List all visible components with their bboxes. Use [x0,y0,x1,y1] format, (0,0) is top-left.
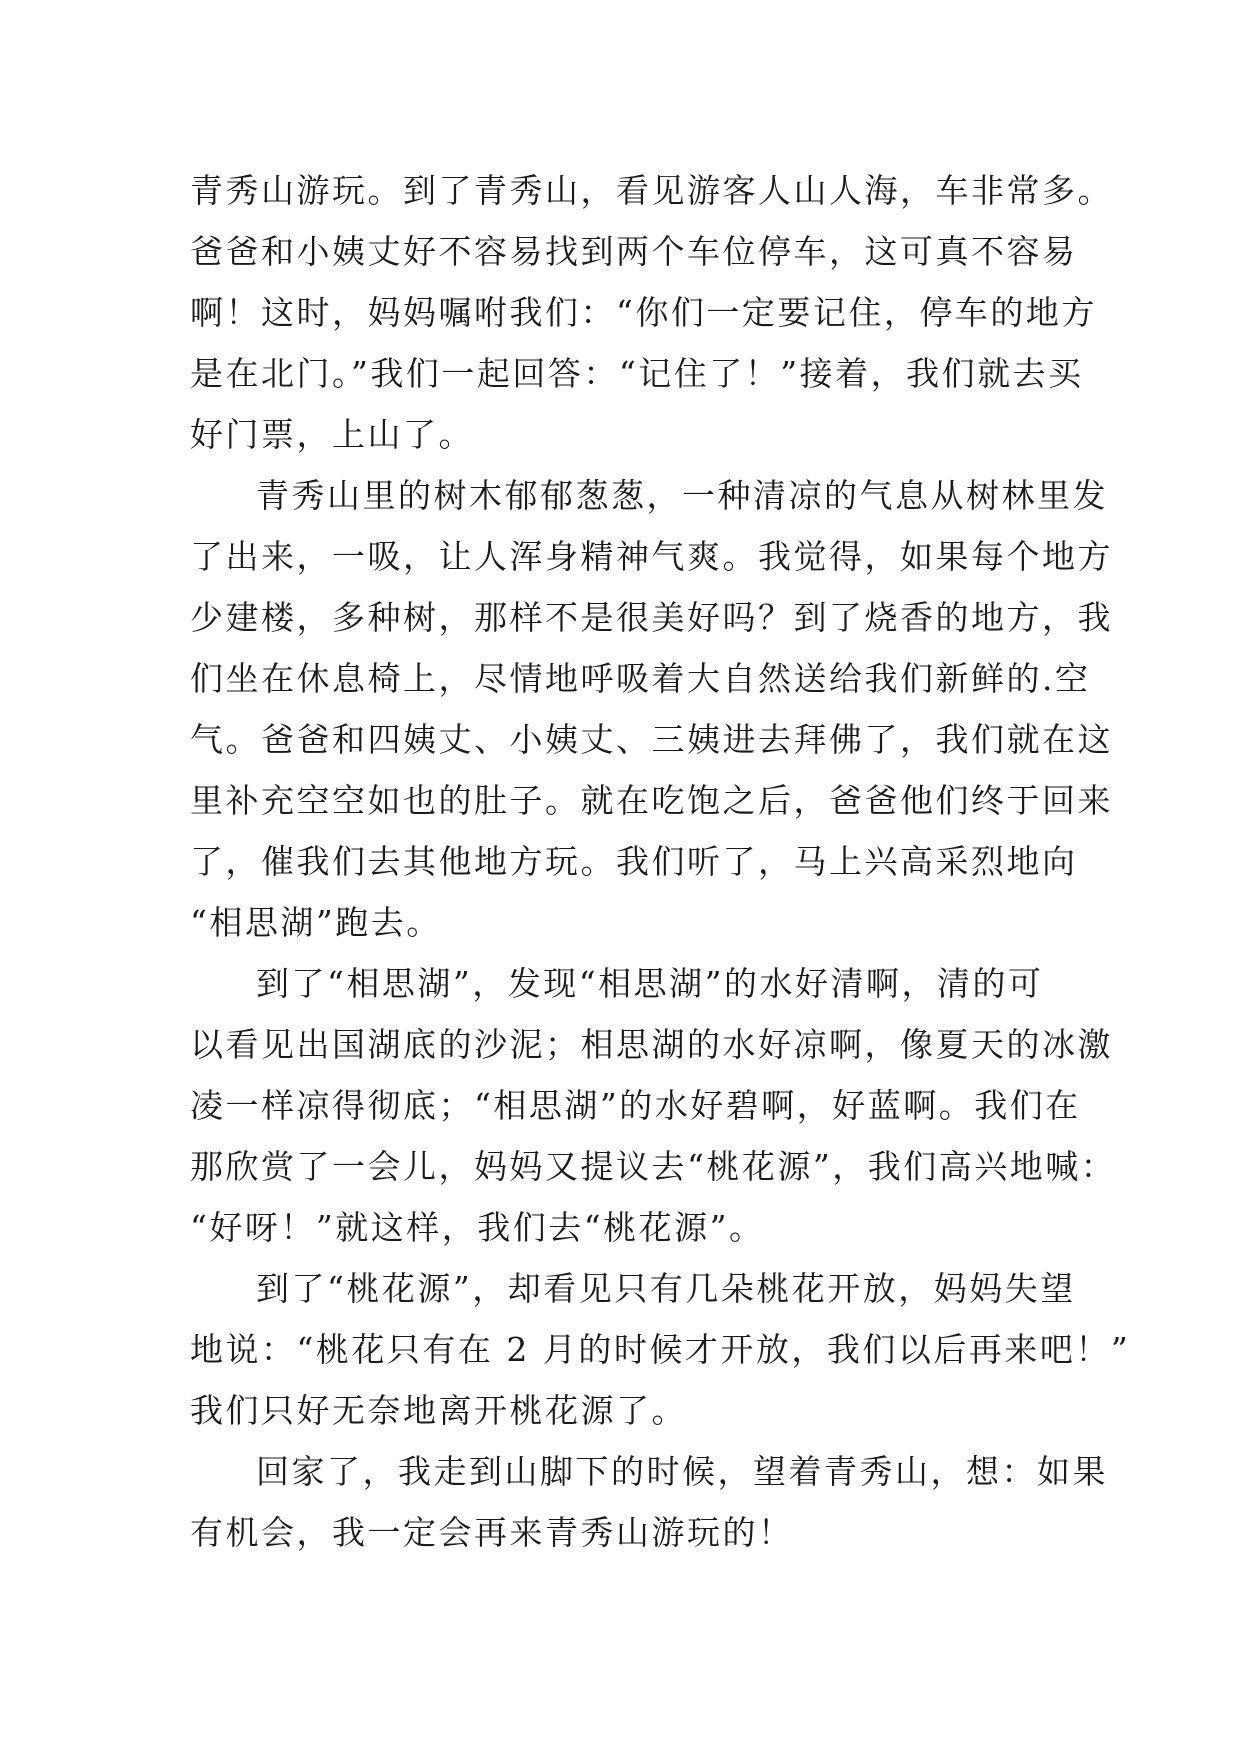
text-line: 好门票，上山了。 [190,415,474,454]
paragraph-first-line: 回家了，我走到山脚下的时候，望着青秀山，想：如果 [256,1452,1108,1491]
text-line: 以看见出国湖底的沙泥；相思湖的水好凉啊，像夏天的冰激 [190,1025,1113,1064]
text-line: 了出来，一吸，让人浑身精神气爽。我觉得，如果每个地方 [190,537,1113,576]
text-line: 们坐在休息椅上，尽情地呼吸着大自然送给我们新鲜的.空 [190,659,1091,698]
text-line: 气。爸爸和四姨丈、小姨丈、三姨进去拜佛了，我们就在这 [190,720,1113,759]
text-line: 那欣赏了一会儿，妈妈又提议去“桃花源”，我们高兴地喊： [190,1147,1117,1186]
text-line: 爸爸和小姨丈好不容易找到两个车位停车，这可真不容易 [190,232,1078,271]
text-line: “好呀！”就这样，我们去“桃花源”。 [190,1208,765,1247]
text-line: 了，催我们去其他地方玩。我们听了，马上兴高采烈地向 [190,842,1078,881]
text-line: 有机会，我一定会再来青秀山游玩的！ [190,1513,794,1552]
text-line: “相思湖”跑去。 [190,903,442,942]
text-line: 地说：“桃花只有在 2 月的时候才开放，我们以后再来吧！” [190,1330,1131,1369]
paragraph-first-line: 青秀山里的树木郁郁葱葱，一种清凉的气息从树林里发 [256,476,1108,515]
text-line: 青秀山游玩。到了青秀山，看见游客人山人海，车非常多。 [190,171,1113,210]
text-line: 凌一样凉得彻底；“相思湖”的水好碧啊，好蓝啊。我们在 [190,1086,1081,1125]
text-line: 少建楼，多种树，那样不是很美好吗？到了烧香的地方，我 [190,598,1113,637]
paragraph-first-line: 到了“相思湖”，发现“相思湖”的水好清啊，清的可 [256,964,1044,1003]
paragraph-first-line: 到了“桃花源”，却看见只有几朵桃花开放，妈妈失望 [256,1269,1076,1308]
text-line: 里补充空空如也的肚子。就在吃饱之后，爸爸他们终于回来 [190,781,1113,820]
essay-body [190,160,1131,1563]
text-line: 我们只好无奈地离开桃花源了。 [190,1391,687,1430]
text-line: 是在北门。”我们一起回答：“记住了！”接着，我们就去买 [190,354,1084,393]
text-line: 啊！这时，妈妈嘱咐我们：“你们一定要记住，停车的地方 [190,293,1097,332]
